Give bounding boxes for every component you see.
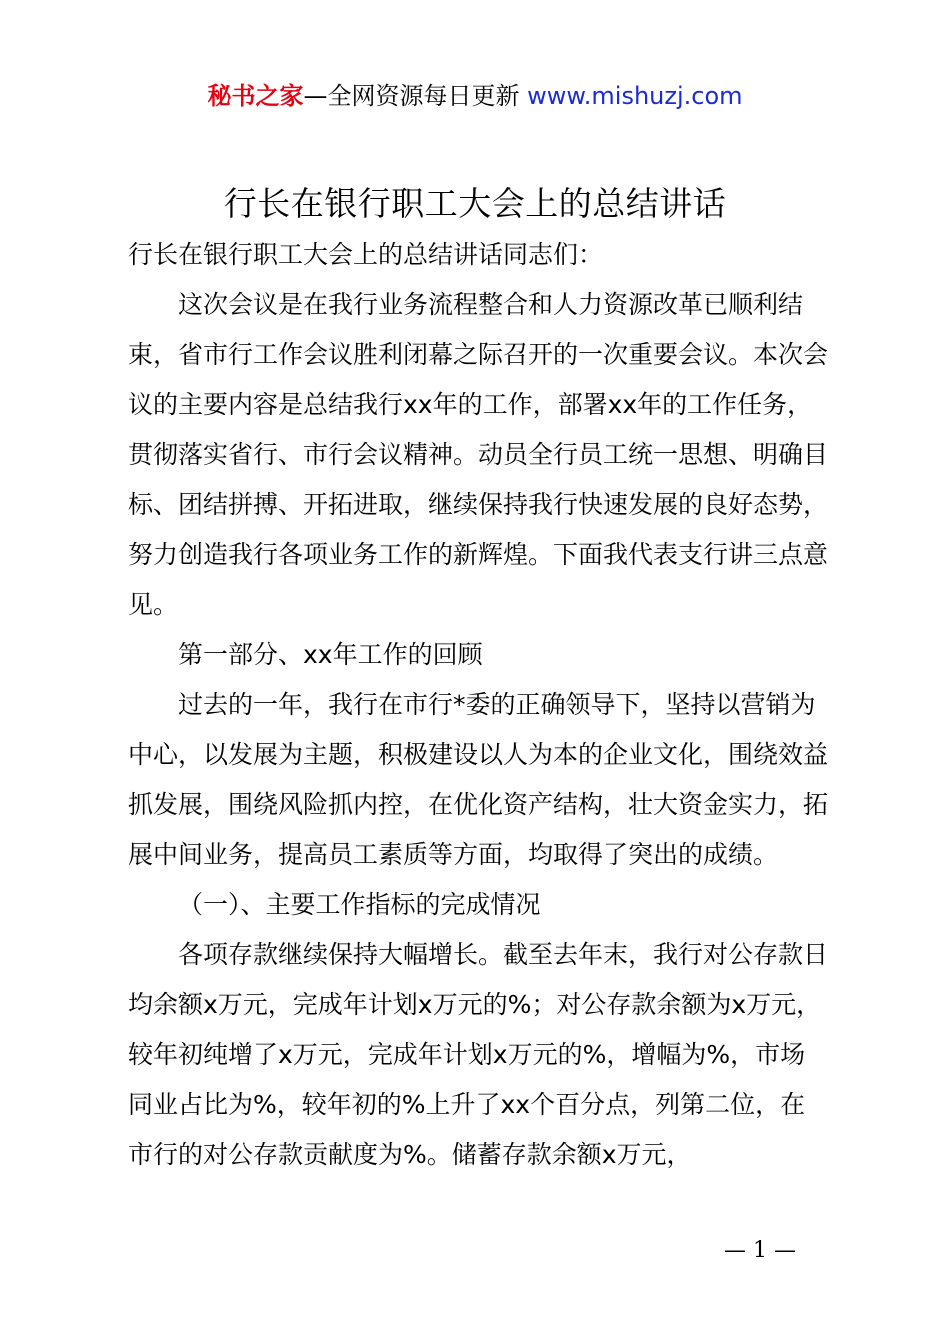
site-header: [0, 80, 950, 112]
subsection-heading: （一）、主要工作指标的完成情况: [178, 890, 541, 919]
deposit-paragraph: 各项存款继续保持大幅增长。截至去年末，我行对公存款日均余额x万元，完成年计划x万元的%；对公存款余额为x万元，较年初纯增了x万元，完成年计划x万元的%，增幅为%，市场同业占比为%，较年初的%上升了xx个百分点，列第二位，在市行的对公存款贡献度为%。储蓄存款余额x万元，: [128, 940, 829, 1169]
review-paragraph: 过去的一年，我行在市行*委的正确领导下，坚持以营销为中心，以发展为主题，积极建设以人为本的企业文化，围绕效益抓发展，围绕风险抓内控，在优化资产结构，壮大资金实力，拓展中间业务，提高员工素质等方面，均取得了突出的成绩。: [128, 690, 829, 869]
header-tagline: —全网资源每日更新: [303, 82, 520, 110]
page-number: — 1 —: [724, 1238, 796, 1263]
intro-paragraph: 这次会议是在我行业务流程整合和人力资源改革已顺利结束，省市行工作会议胜利闭幕之际召开的一次重要会议。本次会议的主要内容是总结我行xx年的工作，部署xx年的工作任务，贯彻落实省行、市行会议精神。动员全行员工统一思想、明确目标、团结拼搏、开拓进取，继续保持我行快速发展的良好态势，努力创造我行各项业务工作的新辉煌。下面我代表支行讲三点意见。: [128, 290, 829, 619]
opening-line: 行长在银行职工大会上的总结讲话同志们：: [128, 240, 604, 269]
brand-name: 秘书之家: [207, 82, 304, 110]
site-url-link[interactable]: www.mishuzj.com: [527, 82, 743, 110]
section-heading: 第一部分、xx年工作的回顾: [178, 640, 483, 669]
document-title: 行长在银行职工大会上的总结讲话: [223, 184, 727, 223]
document-body: [128, 230, 828, 1180]
